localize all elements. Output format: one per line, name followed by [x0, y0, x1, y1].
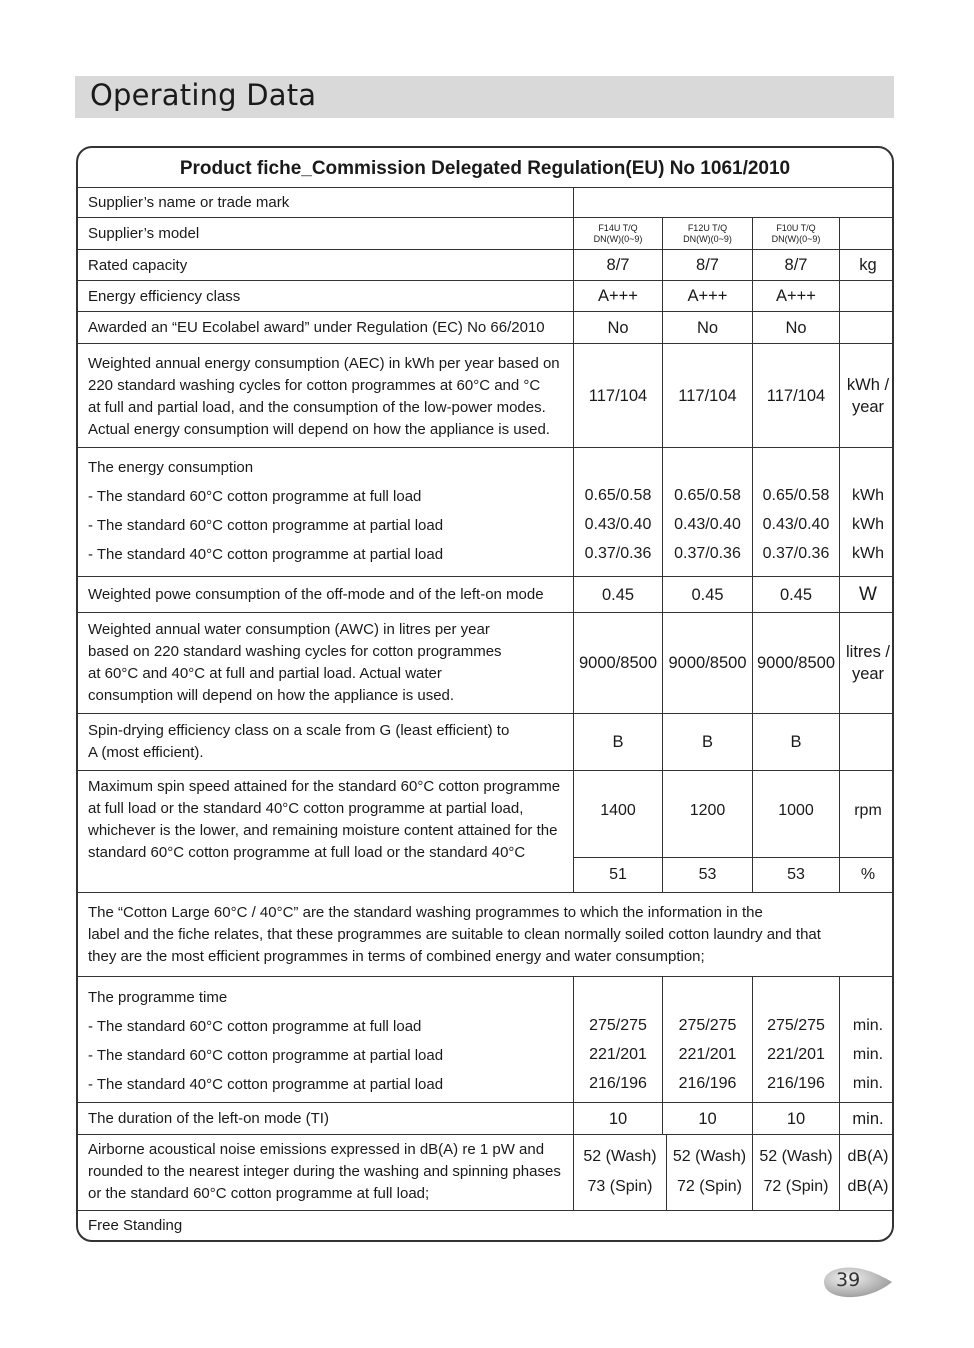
row-offmode — [78, 577, 892, 613]
time-col-3: 275/275 221/201 216/196 — [752, 977, 839, 1102]
ecolabel-2: No — [662, 312, 752, 343]
label-rated-capacity: Rated capacity — [88, 257, 188, 274]
energy-col-2: 0.65/0.58 0.43/0.40 0.37/0.36 — [662, 448, 752, 576]
noise-col-2: 52 (Wash) 72 (Spin) — [666, 1135, 752, 1210]
ecolabel-unit — [839, 312, 894, 343]
label-programme-time: The programme time - The standard 60°C cotton programme at full load - The standard 60°C cotton programme at partial load - The standard 40°C cotton programme at partial load — [88, 989, 444, 1093]
model-unit — [839, 218, 894, 249]
label-spin-speed: Maximum spin speed attained for the standard 60°C cotton programme at full load or the standard 40°C cotton programme at partial load, whichever is the lower, and remaining moisture content attained for the standard 60°C cotton programme at full load or the standard 40°C — [88, 778, 561, 861]
energy-col-1: 0.65/0.58 0.43/0.40 0.37/0.36 — [573, 448, 662, 576]
aec-unit: kWh / year — [839, 344, 894, 447]
ecolabel-1: No — [573, 312, 662, 343]
energy-col-3: 0.65/0.58 0.43/0.40 0.37/0.36 — [752, 448, 839, 576]
label-lefton: The duration of the left-on mode (TI) — [88, 1110, 329, 1127]
spin-class-1: B — [573, 714, 662, 770]
row-spin-speed — [78, 771, 892, 893]
label-energy-class: Energy efficiency class — [88, 288, 241, 305]
spin-class-2: B — [662, 714, 752, 770]
row-note — [78, 893, 892, 977]
page-number-badge — [822, 1264, 892, 1298]
row-supplier-name — [78, 188, 892, 218]
energy-class-3: A+++ — [752, 281, 839, 311]
supplier-name-value — [573, 188, 894, 217]
noise-unit-col: dB(A) dB(A) — [839, 1135, 894, 1210]
label-ecolabel: Awarded an “EU Ecolabel award” under Regulation (EC) No 66/2010 — [88, 319, 545, 336]
page-number: 39 — [836, 1269, 861, 1291]
row-free-standing — [78, 1211, 892, 1242]
ecolabel-3: No — [752, 312, 839, 343]
spin-class-3: B — [752, 714, 839, 770]
row-rated-capacity — [78, 250, 892, 281]
awc-value-3: 9000/8500 — [752, 613, 839, 713]
noise-col-3: 52 (Wash) 72 (Spin) — [752, 1135, 839, 1210]
energy-unit-col: kWh kWh kWh — [839, 448, 894, 576]
offmode-unit: W — [839, 577, 894, 612]
lefton-2: 10 — [662, 1103, 752, 1134]
energy-class-1: A+++ — [573, 281, 662, 311]
label-noise: Airborne acoustical noise emissions expressed in dB(A) re 1 pW and rounded to the nearest integer during the washing and spinning phases or the standard 60°C cotton programme at full load; — [88, 1141, 561, 1202]
fiche-title: Product fiche_Commission Delegated Regulation(EU) No 1061/2010 — [78, 148, 892, 188]
spin-col-1: 1400 51 — [573, 771, 662, 892]
spin-col-2: 1200 53 — [662, 771, 752, 892]
header-bar — [75, 76, 894, 118]
label-spin-class: Spin-drying efficiency class on a scale from G (least efficient) to A (most efficient). — [88, 722, 510, 761]
label-supplier-model: Supplier’s model — [88, 225, 200, 242]
rated-value-3: 8/7 — [752, 250, 839, 280]
noise-col-1: 52 (Wash) 73 (Spin) — [573, 1135, 666, 1210]
row-awc — [78, 613, 892, 714]
model-1: F14U T/Q DN(W)(0~9) — [573, 218, 662, 249]
row-aec — [78, 344, 892, 448]
page-title: Operating Data — [90, 78, 317, 112]
label-energy-consumption: The energy consumption - The standard 60°C cotton programme at full load - The standard 60°C cotton programme at partial load - The standard 40°C cotton programme at partial load — [88, 459, 444, 563]
free-standing-text: Free Standing — [88, 1217, 183, 1234]
offmode-3: 0.45 — [752, 577, 839, 612]
lefton-1: 10 — [573, 1103, 662, 1134]
model-3: F10U T/Q DN(W)(0~9) — [752, 218, 839, 249]
model-2: F12U T/Q DN(W)(0~9) — [662, 218, 752, 249]
label-supplier-name: Supplier’s name or trade mark — [88, 194, 290, 211]
aec-value-2: 117/104 — [662, 344, 752, 447]
product-fiche-table — [76, 146, 894, 1242]
time-unit-col: min. min. min. — [839, 977, 894, 1102]
row-energy-consumption — [78, 448, 892, 577]
rated-value-1: 8/7 — [573, 250, 662, 280]
row-programme-time — [78, 977, 892, 1103]
offmode-1: 0.45 — [573, 577, 662, 612]
rated-value-2: 8/7 — [662, 250, 752, 280]
offmode-2: 0.45 — [662, 577, 752, 612]
label-awc: Weighted annual water consumption (AWC) in litres per year based on 220 standard washing cycles for cotton programmes at 60°C and 40°C at full and partial load. Actual water consumption will depend on how the appliance is used. — [88, 621, 502, 704]
time-col-1: 275/275 221/201 216/196 — [573, 977, 662, 1102]
row-noise — [78, 1135, 892, 1211]
row-lefton — [78, 1103, 892, 1135]
label-offmode: Weighted powe consumption of the off-mode and of the left-on mode — [88, 586, 544, 603]
spin-unit-col: rpm % — [839, 771, 894, 892]
aec-value-1: 117/104 — [573, 344, 662, 447]
energy-class-2: A+++ — [662, 281, 752, 311]
lefton-3: 10 — [752, 1103, 839, 1134]
row-spin-class — [78, 714, 892, 771]
row-energy-class — [78, 281, 892, 312]
note-text: The “Cotton Large 60°C / 40°C” are the standard washing programmes to which the information in the label and the fiche relates, that these programmes are suitable to clean normally soiled cotton laundry and that they are the most efficient programmes in terms of combined energy and water consumption; — [88, 904, 821, 965]
time-col-2: 275/275 221/201 216/196 — [662, 977, 752, 1102]
spin-col-3: 1000 53 — [752, 771, 839, 892]
spin-class-unit — [839, 714, 894, 770]
rated-unit: kg — [839, 250, 894, 280]
row-ecolabel — [78, 312, 892, 344]
aec-value-3: 117/104 — [752, 344, 839, 447]
lefton-unit: min. — [839, 1103, 894, 1134]
awc-value-2: 9000/8500 — [662, 613, 752, 713]
energy-class-unit — [839, 281, 894, 311]
label-aec: Weighted annual energy consumption (AEC) in kWh per year based on 220 standard washing cycles for cotton programmes at 60°C and °C at full and partial load, and the consumption of the low-power modes. Actual energy consumption will depend on how the appliance is used. — [88, 355, 560, 438]
awc-value-1: 9000/8500 — [573, 613, 662, 713]
row-supplier-model — [78, 218, 892, 250]
awc-unit: litres / year — [839, 613, 894, 713]
